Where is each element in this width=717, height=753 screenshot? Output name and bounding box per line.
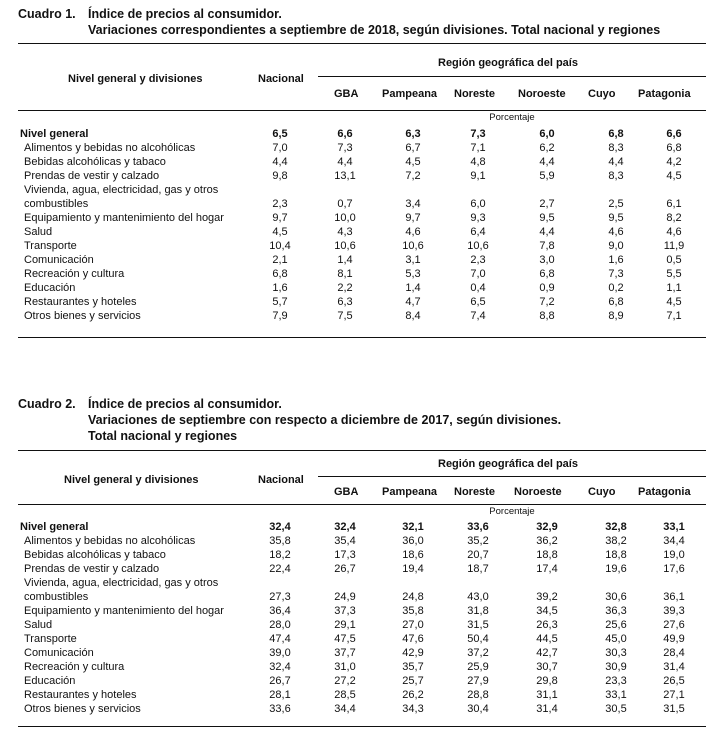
region-value: 18,8 (536, 549, 558, 561)
region-value: 4,4 (608, 156, 624, 168)
region-value: 30,9 (605, 661, 627, 673)
cuadro-2-number: Cuadro 2. (18, 397, 76, 411)
region-value: 6,6 (337, 128, 353, 140)
region-value: 7,3 (337, 142, 353, 154)
region-value: 0,9 (539, 282, 555, 294)
region-value: 1,4 (405, 282, 421, 294)
region-value: 8,2 (666, 212, 682, 224)
region-value: 35,7 (402, 661, 424, 673)
region-header-gba: GBA (334, 486, 359, 498)
table-row (18, 562, 706, 576)
region-value: 32,1 (402, 521, 424, 533)
region-value: 42,7 (536, 647, 558, 659)
region-header-noreste: Noreste (454, 88, 495, 100)
region-value: 6,0 (470, 198, 486, 210)
region-value: 8,8 (539, 310, 555, 322)
region-value: 10,0 (334, 212, 356, 224)
nacional-value: 35,8 (269, 535, 291, 547)
nacional-value: 22,4 (269, 563, 291, 575)
region-value: 4,6 (405, 226, 421, 238)
region-value: 10,6 (402, 240, 424, 252)
region-value: 6,6 (666, 128, 682, 140)
region-value: 7,1 (470, 142, 486, 154)
table-row (18, 127, 706, 141)
region-value: 19,4 (402, 563, 424, 575)
region-value: 34,5 (536, 605, 558, 617)
region-value: 34,4 (334, 703, 356, 715)
row-label: Nivel general (20, 128, 89, 140)
region-value: 30,5 (605, 703, 627, 715)
region-value: 31,1 (536, 689, 558, 701)
region-value: 6,3 (337, 296, 353, 308)
region-value: 26,3 (536, 619, 558, 631)
region-value: 35,8 (402, 605, 424, 617)
region-value: 7,8 (539, 240, 555, 252)
table-row (18, 632, 706, 646)
region-value: 19,6 (605, 563, 627, 575)
region-value: 31,5 (663, 703, 685, 715)
cuadro-2-title (18, 396, 706, 444)
region-value: 4,5 (666, 296, 682, 308)
region-value: 17,6 (663, 563, 685, 575)
region-value: 7,0 (470, 268, 486, 280)
region-value: 6,4 (470, 226, 486, 238)
table-bottom-rule (18, 726, 706, 727)
region-value: 3,0 (539, 254, 555, 266)
unit-label: Porcentaje (489, 506, 535, 517)
region-value: 30,6 (605, 591, 627, 603)
region-value: 0,2 (608, 282, 624, 294)
cuadro-2-title-line: Índice de precios al consumidor. (88, 397, 282, 411)
region-value: 20,7 (467, 549, 489, 561)
region-value: 4,4 (337, 156, 353, 168)
region-value: 30,3 (605, 647, 627, 659)
region-value: 7,1 (666, 310, 682, 322)
nacional-value: 27,3 (269, 591, 291, 603)
region-value: 9,1 (470, 170, 486, 182)
cuadro-1-title (18, 6, 706, 38)
cuadro-1-title-line: Variaciones correspondientes a septiembre de 2018, según divisiones. Total nacional y regiones (88, 23, 661, 37)
row-label: Recreación y cultura (24, 268, 125, 280)
nacional-value: 2,1 (272, 254, 288, 266)
row-label: Vivienda, agua, electricidad, gas y otros combustibles (24, 184, 219, 210)
region-group-rule (318, 76, 706, 77)
label-column-header: Nivel general y divisiones (68, 73, 203, 85)
region-value: 6,0 (539, 128, 555, 140)
nacional-value: 28,0 (269, 619, 291, 631)
table-row (18, 253, 706, 267)
nacional-value: 1,6 (272, 282, 288, 294)
row-label: Salud (24, 619, 53, 631)
table-row (18, 183, 706, 211)
nacional-value: 9,8 (272, 170, 288, 182)
region-value: 17,4 (536, 563, 558, 575)
region-value: 10,6 (467, 240, 489, 252)
region-value: 6,7 (405, 142, 421, 154)
nacional-value: 47,4 (269, 633, 291, 645)
region-value: 25,7 (402, 675, 424, 687)
cuadro-2-title-line: Total nacional y regiones (88, 429, 238, 443)
region-value: 6,8 (608, 296, 624, 308)
row-label: Transporte (24, 633, 77, 645)
nacional-value: 2,3 (272, 198, 288, 210)
region-value: 7,2 (539, 296, 555, 308)
region-header-patagonia: Patagonia (638, 486, 691, 498)
table-row (18, 688, 706, 702)
region-value: 27,6 (663, 619, 685, 631)
region-value: 7,5 (337, 310, 353, 322)
region-value: 27,0 (402, 619, 424, 631)
region-value: 2,2 (337, 282, 353, 294)
region-value: 6,2 (539, 142, 555, 154)
region-value: 4,6 (666, 226, 682, 238)
region-value: 31,5 (467, 619, 489, 631)
region-value: 23,3 (605, 675, 627, 687)
region-value: 19,0 (663, 549, 685, 561)
table-bottom-rule (18, 337, 706, 338)
nacional-value: 26,7 (269, 675, 291, 687)
label-column-header: Nivel general y divisiones (64, 474, 199, 486)
row-label: Equipamiento y mantenimiento del hogar (24, 212, 224, 224)
region-value: 2,7 (539, 198, 555, 210)
region-value: 9,3 (470, 212, 486, 224)
region-group-rule (318, 476, 706, 477)
region-value: 11,9 (663, 240, 685, 252)
region-value: 36,2 (536, 535, 558, 547)
region-value: 3,1 (405, 254, 421, 266)
row-label: Alimentos y bebidas no alcohólicas (24, 142, 196, 154)
region-value: 10,6 (334, 240, 356, 252)
region-value: 9,5 (539, 212, 555, 224)
region-value: 1,4 (337, 254, 353, 266)
row-label: Comunicación (24, 647, 94, 659)
region-value: 7,3 (608, 268, 624, 280)
region-header-noroeste: Noroeste (518, 88, 566, 100)
row-label: Transporte (24, 240, 77, 252)
region-value: 50,4 (467, 633, 489, 645)
nacional-value: 4,4 (272, 156, 288, 168)
cuadro-2-table (18, 520, 706, 716)
table-row (18, 660, 706, 674)
region-value: 6,1 (666, 198, 682, 210)
region-value: 47,5 (334, 633, 356, 645)
region-value: 37,3 (334, 605, 356, 617)
region-value: 7,4 (470, 310, 486, 322)
region-value: 36,3 (605, 605, 627, 617)
region-header-pampeana: Pampeana (382, 88, 438, 100)
table-row (18, 239, 706, 253)
region-value: 25,6 (605, 619, 627, 631)
cuadro-1-title-line: Índice de precios al consumidor. (88, 7, 282, 21)
region-value: 31,0 (334, 661, 356, 673)
table-row (18, 141, 706, 155)
region-value: 0,4 (470, 282, 486, 294)
region-value: 6,8 (539, 268, 555, 280)
nacional-value: 6,8 (272, 268, 288, 280)
table-row (18, 674, 706, 688)
table-row (18, 520, 706, 534)
table-row (18, 604, 706, 618)
region-value: 5,9 (539, 170, 555, 182)
cuadro-1 (18, 6, 706, 322)
region-value: 1,1 (666, 282, 682, 294)
row-label: Educación (24, 282, 76, 294)
row-label: Alimentos y bebidas no alcohólicas (24, 535, 196, 547)
region-value: 26,5 (663, 675, 685, 687)
region-value: 37,7 (334, 647, 356, 659)
nacional-value: 6,5 (272, 128, 288, 140)
region-value: 28,8 (467, 689, 489, 701)
table-row (18, 576, 706, 604)
row-label: Bebidas alcohólicas y tabaco (24, 549, 166, 561)
table-row (18, 281, 706, 295)
region-value: 39,2 (536, 591, 558, 603)
row-label: Recreación y cultura (24, 661, 125, 673)
row-label: Restaurantes y hoteles (24, 689, 137, 701)
nacional-value: 28,1 (269, 689, 291, 701)
table-row (18, 211, 706, 225)
region-value: 6,8 (608, 128, 624, 140)
nacional-value: 4,5 (272, 226, 288, 238)
table-row (18, 702, 706, 716)
region-value: 7,2 (405, 170, 421, 182)
region-value: 28,5 (334, 689, 356, 701)
region-value: 18,7 (467, 563, 489, 575)
region-value: 37,2 (467, 647, 489, 659)
region-value: 6,8 (666, 142, 682, 154)
region-value: 44,5 (536, 633, 558, 645)
region-value: 4,4 (539, 156, 555, 168)
region-value: 17,3 (334, 549, 356, 561)
region-value: 26,7 (334, 563, 356, 575)
region-value: 35,2 (467, 535, 489, 547)
region-value: 2,5 (608, 198, 624, 210)
region-value: 2,3 (470, 254, 486, 266)
region-header-cuyo: Cuyo (588, 486, 616, 498)
cuadro-2-title-line: Variaciones de septiembre con respecto a diciembre de 2017, según divisiones. (88, 413, 562, 427)
region-value: 4,6 (608, 226, 624, 238)
region-value: 4,2 (666, 156, 682, 168)
region-value: 18,6 (402, 549, 424, 561)
region-value: 34,4 (663, 535, 685, 547)
region-value: 27,9 (467, 675, 489, 687)
cuadro-2-body (18, 520, 706, 716)
region-value: 0,5 (666, 254, 682, 266)
table-row (18, 295, 706, 309)
region-value: 26,2 (402, 689, 424, 701)
table-row (18, 548, 706, 562)
region-value: 13,1 (334, 170, 356, 182)
region-value: 24,8 (402, 591, 424, 603)
row-label: Comunicación (24, 254, 94, 266)
row-label: Bebidas alcohólicas y tabaco (24, 156, 166, 168)
region-value: 33,6 (467, 521, 489, 533)
region-header-noroeste: Noroeste (514, 486, 562, 498)
header-bottom-rule (18, 110, 706, 111)
region-value: 8,4 (405, 310, 421, 322)
nacional-column-header: Nacional (258, 73, 304, 85)
row-label: Prendas de vestir y calzado (24, 563, 160, 575)
region-value: 47,6 (402, 633, 424, 645)
nacional-value: 7,0 (272, 142, 288, 154)
region-group-header: Región geográfica del país (438, 57, 578, 69)
region-value: 31,4 (663, 661, 685, 673)
cuadro-1-header (18, 43, 706, 113)
region-value: 4,3 (337, 226, 353, 238)
header-bottom-rule (18, 504, 706, 505)
region-value: 49,9 (663, 633, 685, 645)
region-header-gba: GBA (334, 88, 359, 100)
cuadro-2 (18, 396, 706, 715)
region-value: 30,7 (536, 661, 558, 673)
region-value: 39,3 (663, 605, 685, 617)
region-value: 32,4 (334, 521, 356, 533)
region-value: 43,0 (467, 591, 489, 603)
region-value: 7,3 (470, 128, 486, 140)
region-value: 27,2 (334, 675, 356, 687)
table-row (18, 646, 706, 660)
table-row (18, 618, 706, 632)
region-value: 18,8 (605, 549, 627, 561)
nacional-value: 32,4 (269, 521, 291, 533)
row-label: Salud (24, 226, 53, 238)
region-value: 6,5 (470, 296, 486, 308)
region-value: 4,5 (405, 156, 421, 168)
row-label: Vivienda, agua, electricidad, gas y otros combustibles (24, 577, 219, 603)
region-value: 24,9 (334, 591, 356, 603)
region-value: 4,4 (539, 226, 555, 238)
region-value: 5,3 (405, 268, 421, 280)
region-group-header: Región geográfica del país (438, 458, 578, 470)
region-value: 35,4 (334, 535, 356, 547)
nacional-value: 18,2 (269, 549, 291, 561)
nacional-column-header: Nacional (258, 474, 304, 486)
nacional-value: 33,6 (269, 703, 291, 715)
region-value: 31,4 (536, 703, 558, 715)
region-value: 33,1 (605, 689, 627, 701)
cuadro-1-body (18, 127, 706, 323)
region-value: 32,9 (536, 521, 558, 533)
table-row (18, 155, 706, 169)
region-value: 31,8 (467, 605, 489, 617)
nacional-value: 7,9 (272, 310, 288, 322)
region-value: 28,4 (663, 647, 685, 659)
row-label: Educación (24, 675, 76, 687)
nacional-value: 32,4 (269, 661, 291, 673)
nacional-value: 9,7 (272, 212, 288, 224)
table-row (18, 309, 706, 323)
table-row (18, 534, 706, 548)
region-value: 29,1 (334, 619, 356, 631)
unit-label: Porcentaje (489, 112, 535, 123)
row-label: Otros bienes y servicios (24, 703, 141, 715)
region-value: 4,8 (470, 156, 486, 168)
region-value: 8,3 (608, 142, 624, 154)
region-value: 9,5 (608, 212, 624, 224)
region-value: 42,9 (402, 647, 424, 659)
table-row (18, 169, 706, 183)
region-header-cuyo: Cuyo (588, 88, 616, 100)
region-value: 45,0 (605, 633, 627, 645)
region-value: 8,9 (608, 310, 624, 322)
cuadro-1-table (18, 127, 706, 323)
cuadro-1-number: Cuadro 1. (18, 7, 76, 21)
region-header-pampeana: Pampeana (382, 486, 438, 498)
nacional-value: 5,7 (272, 296, 288, 308)
region-value: 0,7 (337, 198, 353, 210)
region-value: 4,7 (405, 296, 421, 308)
region-value: 4,5 (666, 170, 682, 182)
nacional-value: 10,4 (269, 240, 291, 252)
region-value: 9,0 (608, 240, 624, 252)
region-value: 36,1 (663, 591, 685, 603)
region-header-noreste: Noreste (454, 486, 495, 498)
region-value: 36,0 (402, 535, 424, 547)
row-label: Equipamiento y mantenimiento del hogar (24, 605, 224, 617)
region-value: 1,6 (608, 254, 624, 266)
region-value: 25,9 (467, 661, 489, 673)
nacional-value: 39,0 (269, 647, 291, 659)
region-value: 34,3 (402, 703, 424, 715)
table-row (18, 267, 706, 281)
region-value: 30,4 (467, 703, 489, 715)
region-header-patagonia: Patagonia (638, 88, 691, 100)
nacional-value: 36,4 (269, 605, 291, 617)
row-label: Nivel general (20, 521, 89, 533)
region-value: 33,1 (663, 521, 685, 533)
region-value: 6,3 (405, 128, 421, 140)
row-label: Prendas de vestir y calzado (24, 170, 160, 182)
region-value: 27,1 (663, 689, 685, 701)
region-value: 5,5 (666, 268, 682, 280)
region-value: 8,1 (337, 268, 353, 280)
row-label: Restaurantes y hoteles (24, 296, 137, 308)
region-value: 8,3 (608, 170, 624, 182)
region-value: 32,8 (605, 521, 627, 533)
region-value: 38,2 (605, 535, 627, 547)
row-label: Otros bienes y servicios (24, 310, 141, 322)
table-row (18, 225, 706, 239)
region-value: 3,4 (405, 198, 421, 210)
region-value: 29,8 (536, 675, 558, 687)
region-value: 9,7 (405, 212, 421, 224)
